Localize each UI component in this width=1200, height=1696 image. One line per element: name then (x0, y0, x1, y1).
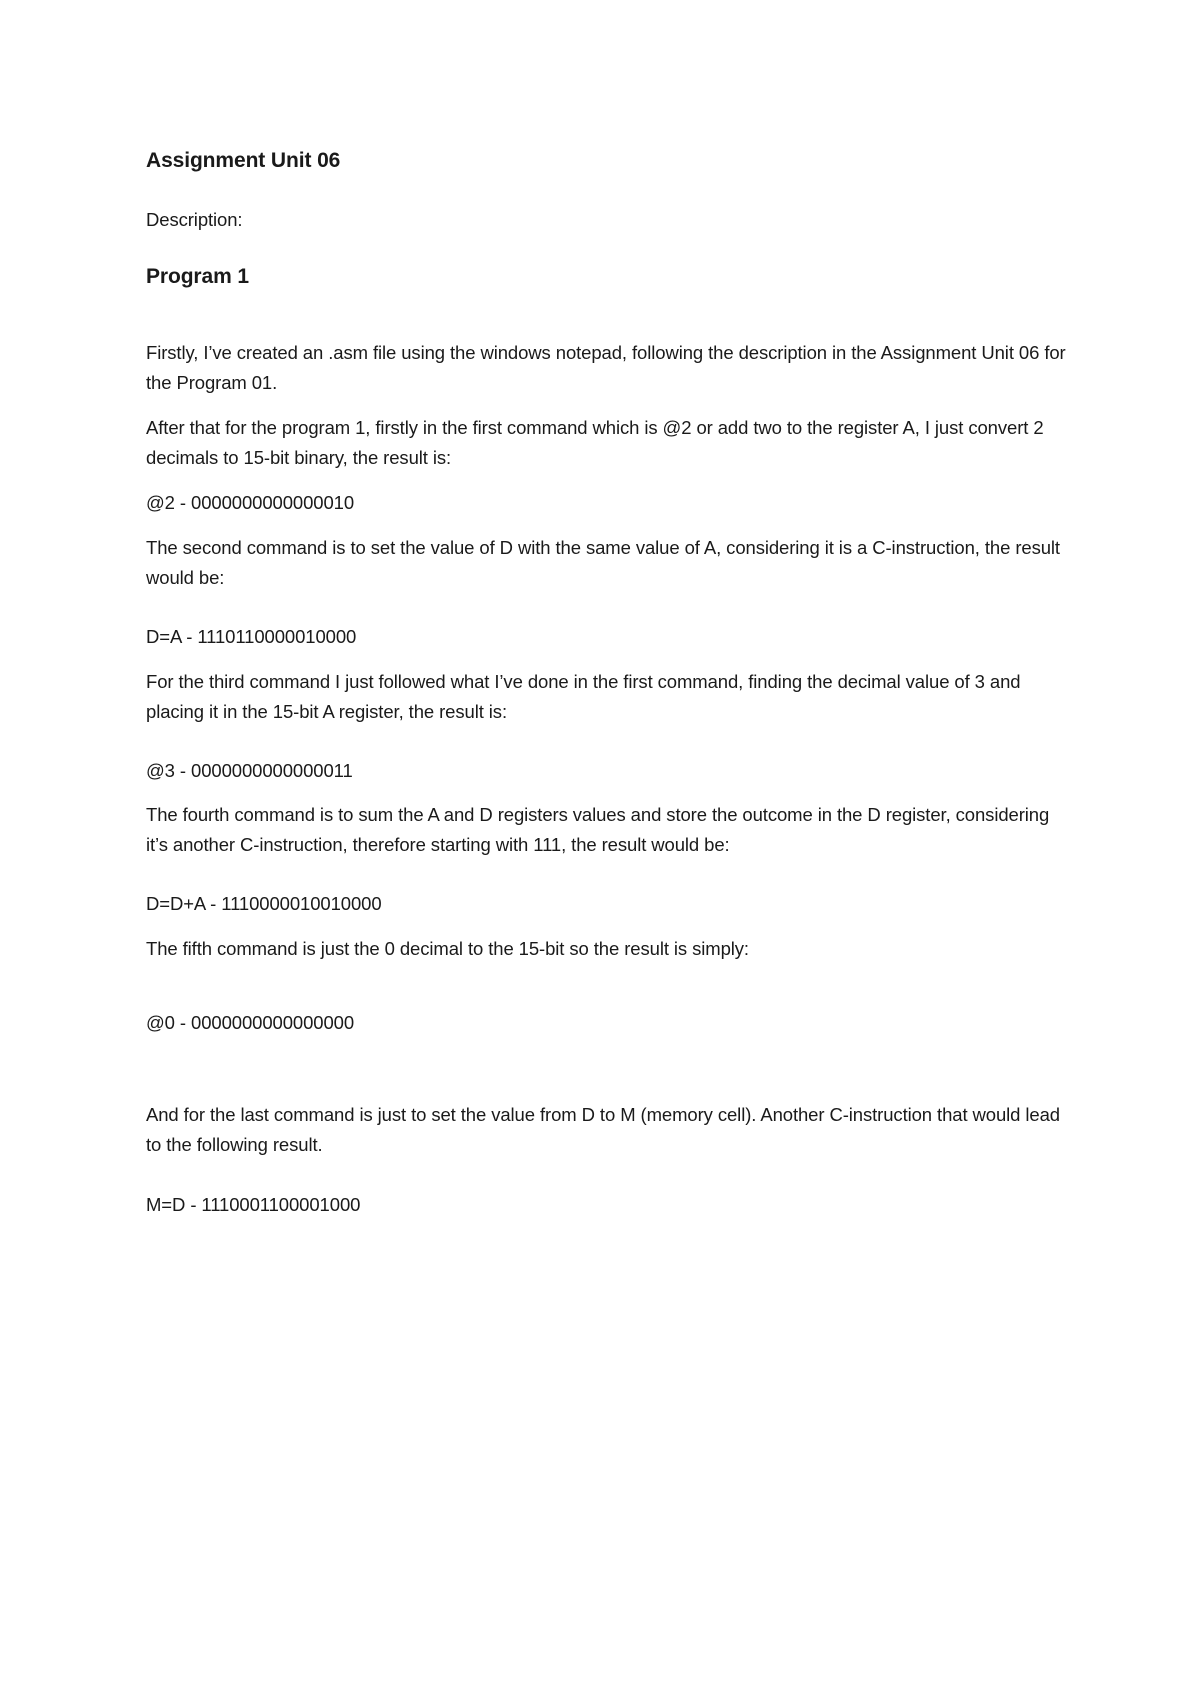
result-first-command: @2 - 0000000000000010 (146, 492, 355, 513)
result-last-command: M=D - 1110001100001000 (146, 1194, 361, 1215)
result-third-command: @3 - 0000000000000011 (146, 760, 353, 781)
result-fourth-command: D=D+A - 1110000010010000 (146, 893, 382, 914)
description-label: Description: (146, 209, 243, 230)
document-title: Assignment Unit 06 (146, 149, 341, 172)
paragraph-first-command: After that for the program 1, firstly in the first command which is @2 or add two to the register A, I just convert 2 decimals to 15-bit binary, the result is: (146, 417, 1044, 468)
result-second-command: D=A - 1110110000010000 (146, 626, 357, 647)
result-fifth-command: @0 - 0000000000000000 (146, 1012, 355, 1033)
paragraph-third-command: For the third command I just followed what I’ve done in the first command, finding the decimal value of 3 and placing it in the 15-bit A register, the result is: (146, 671, 1021, 722)
paragraph-fifth-command: The fifth command is just the 0 decimal to the 15-bit so the result is simply: (146, 938, 749, 959)
paragraph-fourth-command: The fourth command is to sum the A and D registers values and store the outcome in the D register, considering it’s another C-instruction, therefore starting with 111, the result would be: (146, 804, 1050, 855)
section-heading-program-1: Program 1 (146, 265, 249, 288)
paragraph-intro: Firstly, I’ve created an .asm file using the windows notepad, following the description in the Assignment Unit 06 for the Program 01. (146, 342, 1066, 393)
paragraph-second-command: The second command is to set the value of D with the same value of A, considering it is a C-instruction, the result would be: (146, 537, 1060, 588)
paragraph-last-command: And for the last command is just to set the value from D to M (memory cell). Another C-instruction that would lead to the following result. (146, 1104, 1060, 1155)
